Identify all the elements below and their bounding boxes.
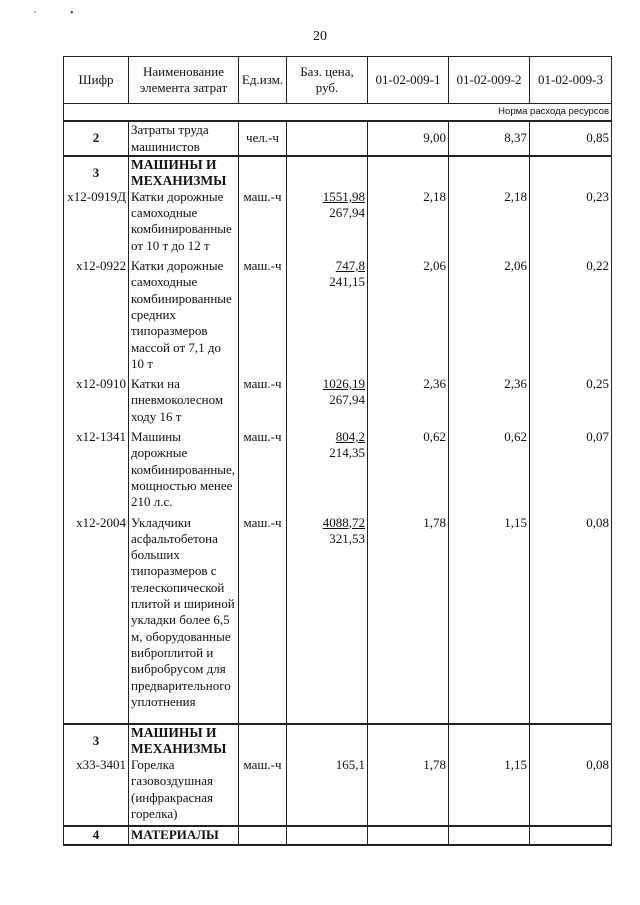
row-code: х12-0922 [64, 258, 129, 372]
row-v1: 1,78 [368, 757, 449, 822]
row-name: Горелка газовоздушная (инфракрасная горелка) [129, 757, 239, 822]
materials-title: МАТЕРИАЛЫ [129, 826, 239, 844]
row-price-value: 1026,19 [322, 376, 365, 392]
header-col1: 01-02-009-1 [368, 57, 449, 104]
row-price-value: 4088,72 [322, 514, 365, 530]
header-code: Шифр [64, 57, 129, 104]
row-unit: маш.-ч [239, 515, 287, 711]
table-row-labor [64, 121, 612, 156]
scan-speck: • [70, 8, 74, 19]
row-unit: маш.-ч [239, 429, 287, 510]
group1-title: МАШИНЫ И МЕХАНИЗМЫ [129, 156, 239, 189]
row-code: х33-3401 [64, 757, 129, 822]
labor-v3: 0,85 [530, 121, 612, 156]
group-header-machines-1 [64, 156, 612, 189]
row-price-secondary: 241,15 [329, 274, 365, 290]
labor-unit: чел.-ч [239, 121, 287, 156]
row-price [287, 189, 368, 254]
row-code: х12-0910 [64, 376, 129, 425]
subheader-norm: Норма расхода ресурсов [64, 104, 612, 122]
table-row [64, 515, 612, 711]
labor-price [287, 121, 368, 156]
group2-code: 3 [64, 724, 129, 757]
row-v3: 0,07 [530, 429, 612, 510]
row-unit: маш.-ч [239, 189, 287, 254]
row-v2: 2,36 [449, 376, 530, 425]
labor-name: Затраты труда машинистов [129, 121, 239, 156]
row-price-secondary: 321,53 [329, 530, 365, 546]
table-row [64, 429, 612, 510]
row-unit: маш.-ч [239, 757, 287, 822]
row-price-value: 1551,98 [322, 188, 365, 204]
row-price-secondary: 267,94 [329, 205, 365, 221]
group1-rows [64, 189, 612, 714]
row-price [287, 429, 368, 510]
table-row [64, 189, 612, 254]
row-v2: 1,15 [449, 515, 530, 711]
row-name: Машины дорожные комбинированные, мощностью менее 210 л.с. [129, 429, 239, 510]
labor-v2: 8,37 [449, 121, 530, 156]
table-row [64, 376, 612, 425]
resource-norm-table [63, 56, 612, 846]
group-header-materials [64, 826, 612, 844]
row-v2: 2,18 [449, 189, 530, 254]
row-v1: 2,06 [368, 258, 449, 372]
row-price [287, 258, 368, 372]
row-unit: маш.-ч [239, 258, 287, 372]
row-v3: 0,22 [530, 258, 612, 372]
row-price [287, 515, 368, 711]
row-price [287, 376, 368, 425]
row-v1: 2,36 [368, 376, 449, 425]
group2-title: МАШИНЫ И МЕХАНИЗМЫ [129, 724, 239, 757]
row-price [287, 757, 368, 822]
row-code: х12-1341 [64, 429, 129, 510]
row-v2: 2,06 [449, 258, 530, 372]
header-unit: Ед.изм. [239, 57, 287, 104]
labor-v1: 9,00 [368, 121, 449, 156]
row-name: Катки дорожные самоходные комбинированные от 10 т до 12 т [129, 189, 239, 254]
header-col2: 01-02-009-2 [449, 57, 530, 104]
group1-code: 3 [64, 156, 129, 189]
row-v1: 1,78 [368, 515, 449, 711]
row-v3: 0,08 [530, 757, 612, 822]
row-v2: 0,62 [449, 429, 530, 510]
row-v3: 0,25 [530, 376, 612, 425]
row-price-secondary: 267,94 [329, 392, 365, 408]
header-price: Баз. цена, руб. [287, 57, 368, 104]
row-price-value: 747,8 [335, 258, 365, 274]
table-row [64, 258, 612, 372]
scan-speck: ' [34, 10, 36, 21]
row-v1: 0,62 [368, 429, 449, 510]
group-header-machines-2 [64, 724, 612, 757]
row-v1: 2,18 [368, 189, 449, 254]
row-price-value: 165,1 [335, 757, 365, 773]
subheader-row [64, 104, 612, 122]
header-col3: 01-02-009-3 [530, 57, 612, 104]
table-row [64, 757, 612, 822]
row-price-secondary: 214,35 [329, 445, 365, 461]
row-code: х12-0919Д [64, 189, 129, 254]
labor-code: 2 [64, 121, 129, 156]
row-name: Катки дорожные самоходные комбинированные средних типоразмеров массой от 7,1 до 10 т [129, 258, 239, 372]
materials-code: 4 [64, 826, 129, 844]
group1-spacer [64, 714, 612, 724]
row-name: Катки на пневмоколесном ходу 16 т [129, 376, 239, 425]
row-unit: маш.-ч [239, 376, 287, 425]
row-v3: 0,08 [530, 515, 612, 711]
row-v3: 0,23 [530, 189, 612, 254]
row-price-value: 804,2 [335, 429, 365, 445]
page-number: 20 [313, 29, 327, 44]
header-name: Наименование элемента затрат [129, 57, 239, 104]
row-name: Укладчики асфальтобетона больших типоразмеров с телескопической плитой и шириной укладки более 6,5 м, оборудованные виброплитой и вибробрусом для предварительного уплотнения [129, 515, 239, 711]
row-code: х12-2004 [64, 515, 129, 711]
group2-rows [64, 757, 612, 826]
row-v2: 1,15 [449, 757, 530, 822]
header-row [64, 57, 612, 104]
